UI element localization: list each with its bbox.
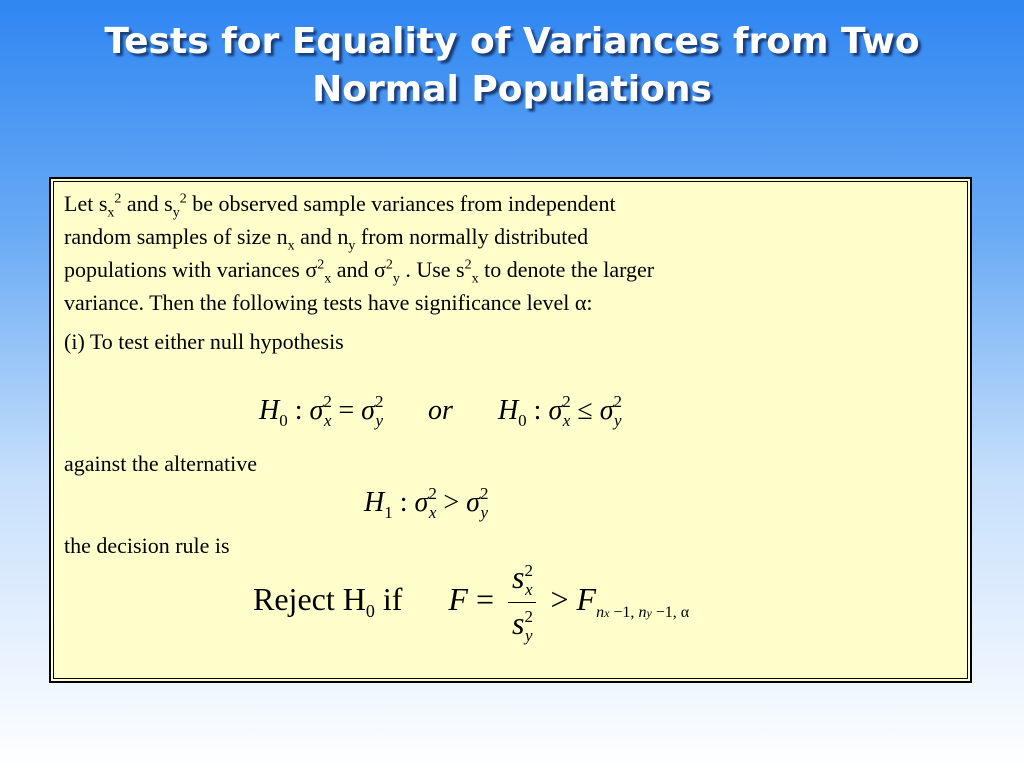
subscript: x xyxy=(323,411,332,430)
sigma-symbol: σ xyxy=(414,487,429,518)
equals-operator: = xyxy=(467,580,502,617)
text: n xyxy=(596,603,605,621)
superscript: 2 xyxy=(524,561,533,580)
subscript: x xyxy=(524,580,533,599)
superscript: 2 xyxy=(479,484,489,503)
subscript: y xyxy=(480,503,489,522)
superscript: 2 xyxy=(317,257,325,273)
text: y xyxy=(646,605,652,620)
or-text: or xyxy=(428,395,453,426)
symbol-F-critical: F xyxy=(576,580,597,617)
subscript: x xyxy=(562,411,571,430)
fraction-numerator xyxy=(508,559,537,600)
intro-line-3 xyxy=(64,253,944,286)
sigma-symbol: σ xyxy=(548,395,563,426)
fraction-denominator xyxy=(508,605,537,646)
superscript: 2 xyxy=(114,191,122,207)
subscript: y xyxy=(524,626,533,645)
superscript: 2 xyxy=(562,392,571,411)
less-equal-operator: ≤ xyxy=(570,395,600,426)
subscript: y xyxy=(348,238,356,254)
intro-line-1 xyxy=(64,187,944,220)
subscript: y xyxy=(375,411,384,430)
decision-rule-text: the decision rule is xyxy=(64,533,230,558)
greater-operator: > xyxy=(542,580,577,617)
text: and n xyxy=(294,224,349,249)
text: . Use s xyxy=(399,257,465,282)
symbol-H: H xyxy=(364,487,385,518)
intro-line-4: variance. Then the following tests have significance level α: xyxy=(64,290,593,315)
symbol-F: F xyxy=(448,580,468,617)
superscript: 2 xyxy=(464,257,472,273)
intro-line-2 xyxy=(64,220,944,253)
superscript: 2 xyxy=(428,484,437,503)
superscript: 2 xyxy=(323,392,332,411)
fraction-bar xyxy=(508,602,537,603)
subscript: x xyxy=(471,271,479,287)
text: and σ xyxy=(331,257,386,282)
alternative-hypothesis-equation xyxy=(364,484,488,523)
greater-operator: > xyxy=(436,487,467,518)
colon: : xyxy=(287,395,310,426)
text: be observed sample variances from independent xyxy=(186,191,616,216)
symbol-H: H xyxy=(259,395,280,426)
sigma-symbol: σ xyxy=(361,395,375,426)
colon: : xyxy=(392,487,415,518)
text: random samples of size n xyxy=(64,224,288,249)
slide-title-line-1: Tests for Equality of Variances from Two xyxy=(104,21,920,62)
subscript: x xyxy=(428,503,437,522)
text: x xyxy=(604,605,610,620)
content-box xyxy=(49,177,972,683)
symbol-H: H xyxy=(497,395,519,426)
intro-line-5: (i) To test either null hypothesis xyxy=(64,329,344,354)
superscript: 2 xyxy=(613,392,622,411)
text: −1, α xyxy=(651,603,690,621)
critical-value-subscript xyxy=(596,604,689,621)
superscript: 2 xyxy=(179,191,187,207)
null-hypothesis-equation xyxy=(259,392,622,431)
equals-operator: = xyxy=(331,395,362,426)
subscript: 1 xyxy=(384,503,393,522)
text: Let s xyxy=(64,191,108,216)
f-ratio-fraction xyxy=(508,559,537,646)
text: from normally distributed xyxy=(355,224,589,249)
superscript: 2 xyxy=(385,257,393,273)
subscript: 0 xyxy=(279,411,288,430)
decision-rule-equation xyxy=(253,559,689,646)
subscript: 0 xyxy=(365,600,375,621)
superscript: 2 xyxy=(524,607,533,626)
sigma-symbol: σ xyxy=(599,395,614,426)
text: and s xyxy=(121,191,173,216)
intro-paragraph xyxy=(64,187,944,358)
slide-title-line-2: Normal Populations xyxy=(312,69,712,110)
colon: : xyxy=(526,395,549,426)
subscript: y xyxy=(614,411,622,430)
subscript: x xyxy=(107,205,115,221)
slide-title xyxy=(0,18,1024,114)
subscript: y xyxy=(172,205,180,221)
against-alternative-text: against the alternative xyxy=(64,451,258,476)
text: to denote the larger xyxy=(478,257,655,282)
sigma-symbol: σ xyxy=(309,395,324,426)
text: −1, xyxy=(609,603,639,621)
if-text: if xyxy=(374,580,403,617)
symbol-s: s xyxy=(511,605,525,641)
symbol-s: s xyxy=(511,559,525,595)
sigma-symbol: σ xyxy=(466,487,480,518)
superscript: 2 xyxy=(374,392,384,411)
reject-label: Reject H xyxy=(253,580,366,617)
subscript: x xyxy=(287,238,295,254)
text: n xyxy=(638,603,647,621)
text: populations with variances σ xyxy=(64,257,318,282)
subscript: y xyxy=(392,271,400,287)
subscript: 0 xyxy=(518,411,527,430)
subscript: x xyxy=(324,271,332,287)
